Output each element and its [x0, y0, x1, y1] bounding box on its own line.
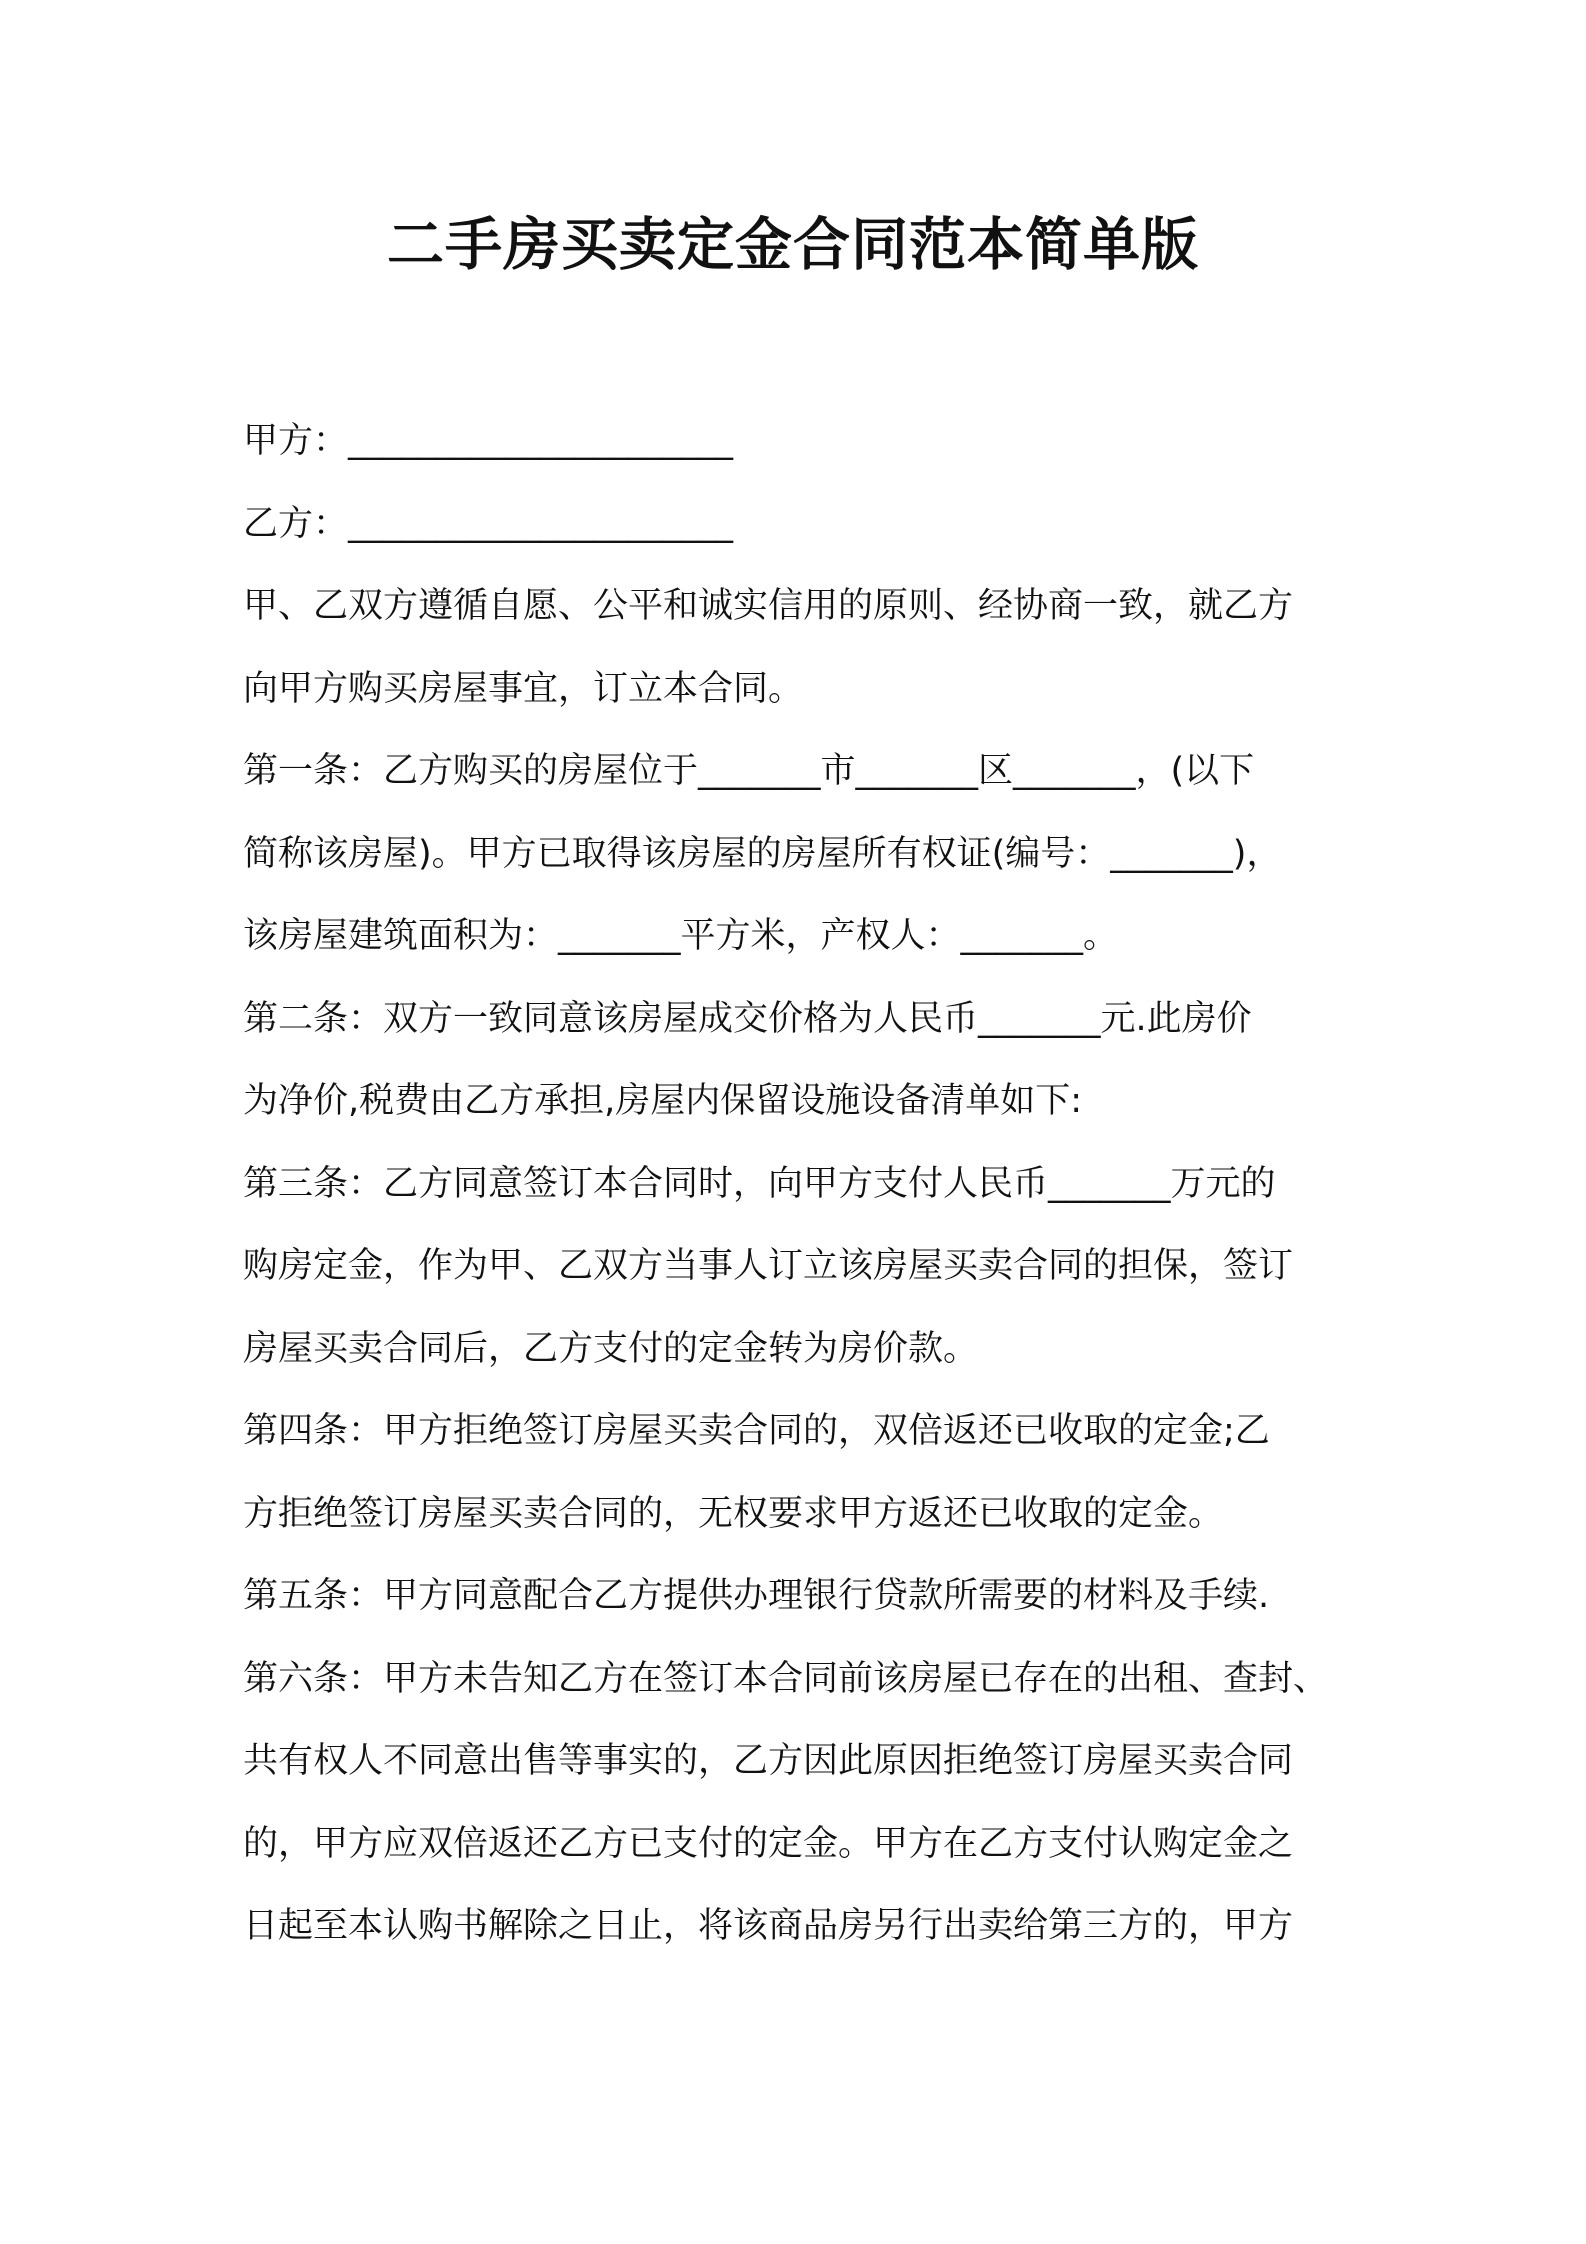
document-title: 二手房买卖定金合同范本简单版: [387, 212, 1199, 278]
article-2-line-2: 为净价,税费由乙方承担,房屋内保留设施设备清单如下:: [243, 1081, 1083, 1121]
article-3-line-3: 房屋买卖合同后，乙方支付的定金转为房价款。: [243, 1328, 979, 1369]
article-3-line-1: 第三条：乙方同意签订本合同时，向甲方支付人民币_______万元的: [243, 1163, 1276, 1204]
party-b-line: 乙方：______________________: [243, 503, 734, 544]
article-6-line-1: 第六条：甲方未告知乙方在签订本合同前该房屋已存在的出租、查封、: [243, 1658, 1329, 1699]
article-4-line-2: 方拒绝签订房屋买卖合同的，无权要求甲方返还已收取的定金。: [243, 1493, 1224, 1534]
article-3-line-2: 购房定金，作为甲、乙双方当事人订立该房屋买卖合同的担保，签订: [243, 1246, 1294, 1286]
preamble-line-1: 甲、乙双方遵循自愿、公平和诚实信用的原则、经协商一致，就乙方: [243, 586, 1294, 626]
article-1-line-1: 第一条：乙方购买的房屋位于_______市_______区_______，(以下: [243, 751, 1255, 791]
article-6-line-2: 共有权人不同意出售等事实的，乙方因此原因拒绝签订房屋买卖合同: [243, 1741, 1294, 1781]
article-1-line-3: 该房屋建筑面积为：_______平方米，产权人：_______。: [243, 916, 1119, 956]
article-6-line-4: 日起至本认购书解除之日止，将该商品房另行出卖给第三方的，甲方: [243, 1906, 1294, 1946]
contract-body: [243, 400, 1361, 1968]
preamble-line-2: 向甲方购买房屋事宜，订立本合同。: [243, 668, 804, 709]
party-a-line: 甲方：______________________: [243, 421, 734, 461]
article-4-line-1: 第四条：甲方拒绝签订房屋买卖合同的，双倍返还已收取的定金;乙: [243, 1411, 1270, 1451]
article-1-line-2: 简称该房屋)。甲方已取得该房屋的房屋所有权证(编号：_______)，: [243, 833, 1282, 874]
article-6-line-3: 的，甲方应双倍返还乙方已支付的定金。甲方在乙方支付认购定金之: [243, 1823, 1294, 1864]
article-2-line-1: 第二条：双方一致同意该房屋成交价格为人民币_______元.此房价: [243, 998, 1252, 1039]
article-5-line-1: 第五条：甲方同意配合乙方提供办理银行贷款所需要的材料及手续.: [243, 1576, 1270, 1616]
